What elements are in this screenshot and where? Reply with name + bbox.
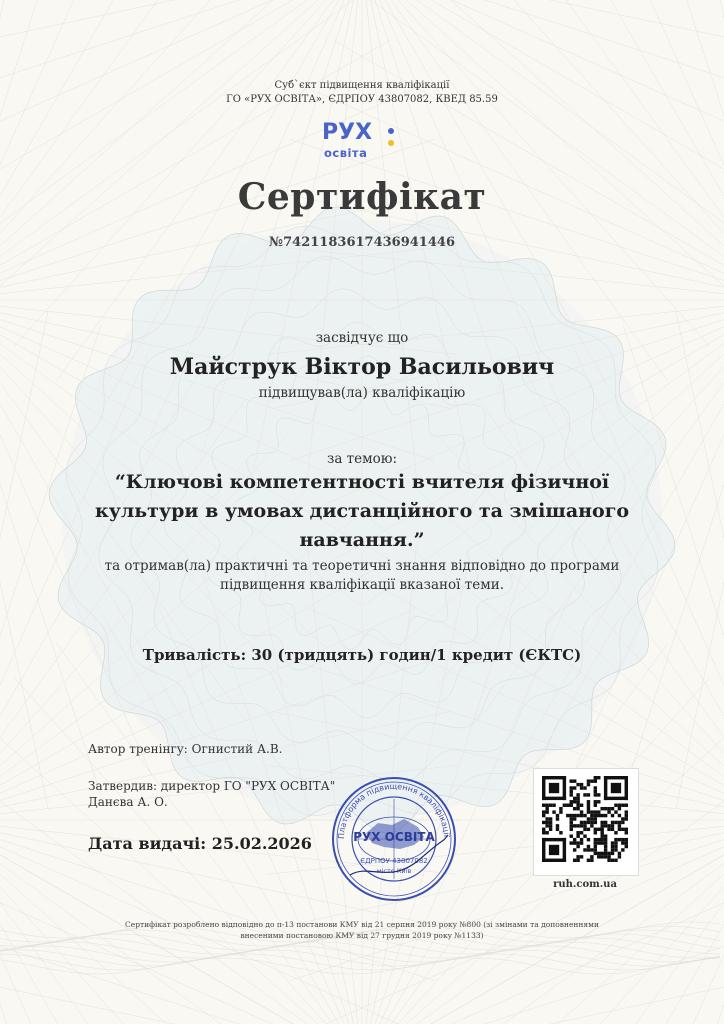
received-text (0, 557, 724, 595)
issue-date: Дата видачі: 25.02.2026 (88, 834, 312, 853)
topic-line: навчання.” (299, 529, 425, 551)
recipient-name: Майструк Віктор Васильович (169, 354, 555, 380)
training-author: Автор тренінгу: Огнистий А.В. (88, 742, 283, 756)
approved-line: Затвердив: директор ГО "РУХ ОСВІТА" (88, 779, 336, 793)
topic-line: “Ключові компетентності вчителя фізичної (114, 471, 610, 493)
ruh-osvita-logo (322, 120, 412, 164)
logo-bottom-text: освіта (324, 146, 368, 160)
topic-intro: за темою: (326, 451, 398, 467)
received-line: підвищення кваліфікації вказаної теми. (219, 577, 504, 593)
stamp-ring-text: Платформа підвищення кваліфікації (336, 781, 451, 840)
footer-line: Сертифікат розроблено відповідно до п-13 постанови КМУ від 21 серпня 2019 року №800 (зі змінами та доповненнями (125, 920, 599, 929)
official-stamp (330, 775, 458, 903)
received-line: та отримав(ла) практичні та теоретичні знання відповідно до програми (104, 558, 620, 574)
issuer-line-1: Суб`єкт підвищення кваліфікації (274, 80, 450, 91)
certificate-number: №7421183617436941446 (269, 235, 455, 250)
stamp-code: ЄДРПОУ 43807082 (360, 857, 428, 865)
certifies-text: засвідчує що (315, 330, 409, 346)
logo-colon-icon (388, 128, 396, 150)
approved-by (88, 778, 335, 810)
logo-top-text: РУХ (322, 120, 373, 145)
qr-code-icon[interactable] (542, 776, 628, 862)
legal-footer (0, 919, 724, 941)
website-link[interactable]: ruh.com.ua (553, 879, 617, 890)
stamp-center-text: РУХ ОСВІТА (353, 830, 435, 844)
footer-line: внесеними постановою КМУ від 27 грудня 2019 року №1133) (240, 931, 484, 940)
topic-line: культури в умовах дистанційного та змішаного (94, 500, 630, 522)
duration: Тривалість: 30 (тридцять) годин/1 кредит (ЄКТС) (142, 646, 582, 664)
issuer-line-2: ГО «РУХ ОСВІТА», ЄДРПОУ 43807082, КВЕД 85.59 (226, 94, 498, 105)
stamp-city: місто Київ (376, 867, 412, 875)
improved-text: підвищував(ла) кваліфікацію (258, 385, 466, 401)
certificate-title: Сертифікат (237, 176, 487, 218)
course-topic (0, 468, 724, 555)
approved-line: Данєва А. О. (88, 795, 168, 809)
